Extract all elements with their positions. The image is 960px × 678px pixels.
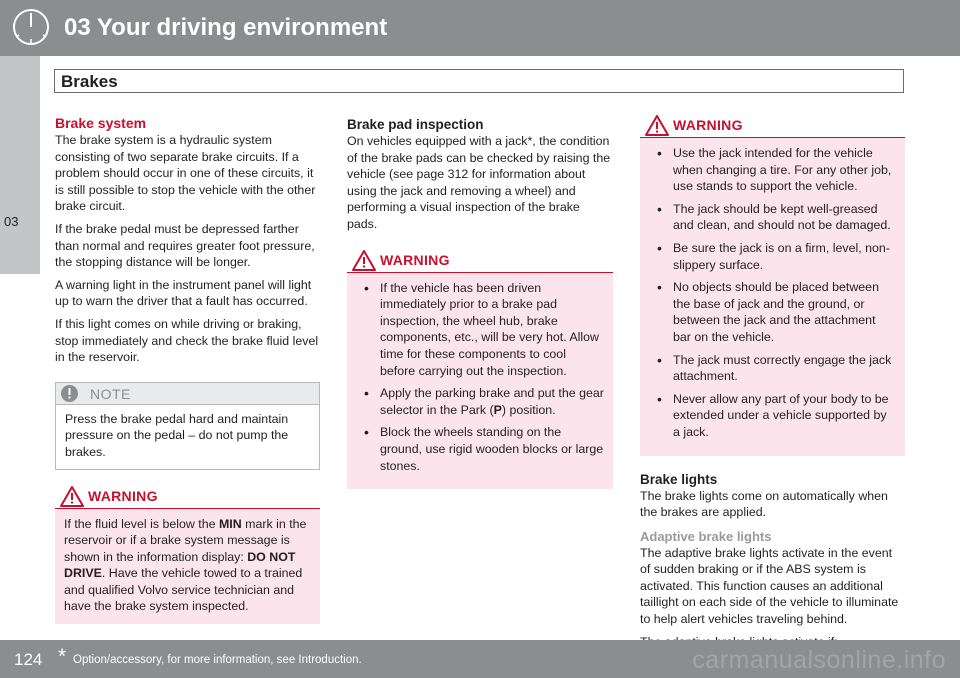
page-footer	[0, 640, 960, 678]
gauge-icon	[10, 6, 52, 48]
paragraph: A warning light in the instrument panel will light up to warn the driver that a fault has occurred.	[55, 277, 312, 309]
note-header	[56, 383, 319, 405]
chapter-header	[0, 0, 960, 56]
list-item: • Use the jack intended for the vehicle when changing a tire. For any other job, use stands to support the vehicle.	[649, 145, 896, 195]
warning-triangle-icon	[60, 486, 84, 507]
warning-text: If the fluid level is below the MIN mark in the reservoir or if a brake system message is shown in the information display: DO NOT DRIVE. Have the vehicle towed to a trained and qualified Volvo service technician and have the brake system inspected.	[64, 516, 307, 614]
paragraph: If this light comes on while driving or braking, stop immediately and check the brake fluid level in the reservoir.	[55, 316, 319, 365]
chapter-title: 03 Your driving environment	[64, 14, 388, 41]
warning-header	[55, 485, 320, 509]
warning-triangle-icon	[645, 115, 669, 136]
warning-triangle-icon	[352, 250, 376, 271]
list-item: • Apply the parking brake and put the gear selector in the Park (P) position.	[356, 385, 604, 418]
warning-title: WARNING	[673, 117, 743, 133]
list-item: • Never allow any part of your body to be extended under a vehicle supported by a jack.	[649, 391, 896, 441]
list-item: • The jack must correctly engage the jack attachment.	[649, 352, 896, 385]
list-item: • The jack should be kept well-greased and clean, and should not be damaged.	[649, 201, 896, 234]
brake-pad-inspection-heading: Brake pad inspection	[347, 117, 484, 132]
watermark: carmanualsonline.info	[692, 646, 946, 674]
paragraph: On vehicles equipped with a jack*, the condition of the brake pads can be checked by raising the vehicle (see page 312 for information about using the jack and removing a wheel) and performing a visual inspection of the brake pads.	[347, 134, 611, 231]
column-1	[55, 114, 320, 624]
warning-box	[640, 114, 905, 456]
chapter-tab-label: 03	[4, 214, 19, 229]
info-icon	[60, 384, 79, 403]
warning-header	[640, 114, 905, 138]
warning-list	[649, 145, 896, 441]
paragraph: The adaptive brake lights activate in the event of sudden braking or if the ABS system is activated. This function causes an additional taillight on each side of the vehicle to illuminate to help alert vehicles traveling behind.	[640, 545, 899, 627]
list-item: • No objects should be placed between the base of jack and the ground, or between the jack and the attachment bar on the vehicle.	[649, 279, 896, 345]
warning-box	[55, 485, 320, 625]
note-box	[55, 382, 320, 470]
warning-list	[356, 280, 604, 475]
chapter-side-tab	[0, 56, 40, 274]
list-item: • Be sure the jack is on a firm, level, non-slippery surface.	[649, 240, 896, 273]
paragraph: The brake system is a hydraulic system consisting of two separate brake circuits. If a problem should occur in one of these circuits, it is still possible to stop the vehicle with the other brake circuit.	[55, 133, 316, 214]
list-item: • If the vehicle has been driven immediately prior to a brake pad inspection, the wheel hub, brake components, etc., will be very hot. Allow time for these components to cool before carrying out the inspection.	[356, 280, 604, 380]
warning-box	[347, 249, 613, 490]
paragraph: The brake lights come on automatically when the brakes are applied.	[640, 488, 888, 520]
warning-header	[347, 249, 613, 273]
warning-body	[640, 138, 905, 456]
section-title-bar	[54, 69, 904, 93]
paragraph: If the brake pedal must be depressed farther than normal and requires greater foot pressure, the stopping distance will be longer.	[55, 221, 315, 270]
footnote-text: Option/accessory, for more information, see Introduction.	[73, 654, 362, 666]
list-item: • Block the wheels standing on the ground, use rigid wooden blocks or large stones.	[356, 424, 604, 474]
brake-system-heading: Brake system	[55, 115, 147, 131]
footnote-star: *	[58, 645, 67, 668]
adaptive-brake-lights-heading: Adaptive brake lights	[640, 528, 772, 544]
note-text: Press the brake pedal hard and maintain pressure on the pedal – do not pump the brakes.	[65, 411, 289, 459]
warning-title: WARNING	[88, 487, 158, 504]
section-title: Brakes	[61, 72, 118, 91]
warning-body	[347, 273, 613, 490]
note-title: NOTE	[90, 385, 131, 402]
column-2	[347, 114, 613, 489]
brake-lights-heading: Brake lights	[640, 471, 718, 487]
warning-title: WARNING	[380, 251, 450, 268]
column-3	[640, 114, 905, 656]
page-number: 124	[14, 650, 43, 669]
